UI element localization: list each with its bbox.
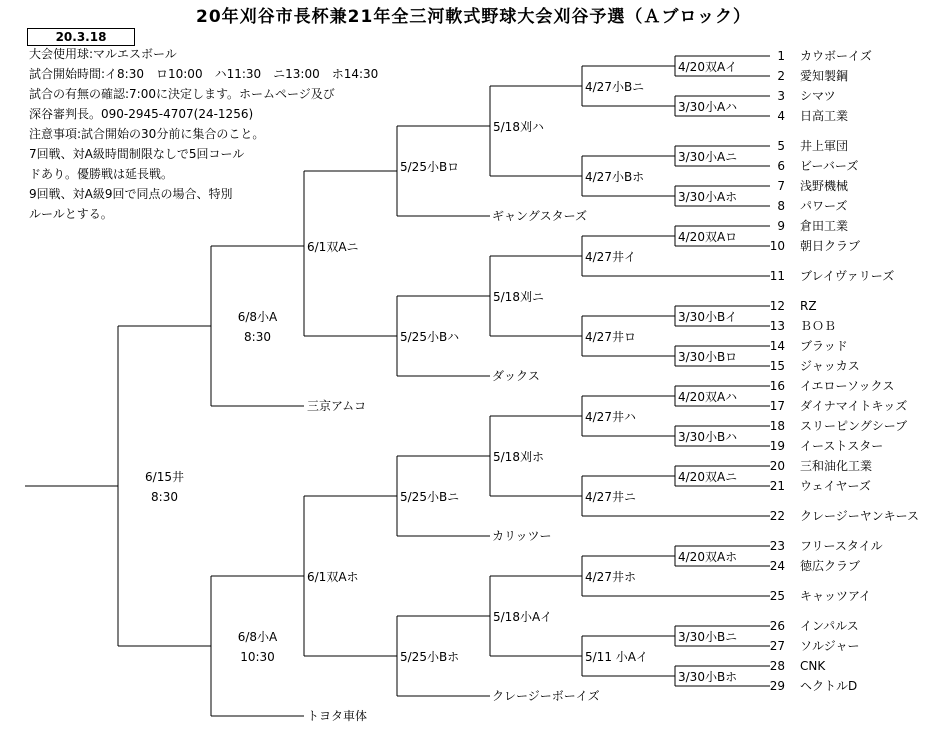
team-number: 2 — [777, 69, 785, 83]
date-label: 20.3.18 — [27, 28, 135, 46]
match-label: 5/18刈ホ — [493, 450, 544, 464]
team-name: 倉田工業 — [800, 219, 849, 233]
match-label: 4/27井ホ — [585, 570, 636, 584]
note-ball: 大会使用球:マルエスボール — [29, 47, 177, 61]
team-name: ダイナマイトキッズ — [800, 399, 908, 413]
seed-team: 三京アムコ — [307, 399, 367, 413]
match-label: 3/30小Bハ — [678, 430, 738, 444]
team-number: 18 — [769, 419, 785, 433]
match-label: 4/27井ロ — [585, 330, 636, 344]
team-name: ＢＯＢ — [800, 319, 837, 333]
team-name: RZ — [800, 299, 817, 313]
match-label: 6/1双Aホ — [307, 570, 359, 584]
team-number: 27 — [769, 639, 785, 653]
note-rule-9b: ルールとする。 — [29, 207, 113, 221]
final-match-time: 8:30 — [151, 490, 178, 504]
team-name: イーストスター — [800, 439, 884, 453]
team-name: ブレイヴァリーズ — [800, 269, 895, 283]
match-label: 5/18小Aイ — [493, 610, 553, 624]
team-number: 3 — [777, 89, 785, 103]
team-name: 愛知製鋼 — [800, 69, 849, 83]
match-label: 4/20双Aイ — [678, 60, 738, 74]
team-number: 23 — [769, 539, 785, 553]
match-label: 4/20双Aハ — [678, 390, 738, 404]
team-number: 21 — [769, 479, 785, 493]
match-label: 4/20双Aホ — [678, 550, 738, 564]
team-name: ウェイヤーズ — [800, 479, 871, 493]
match-label: 5/18刈ニ — [493, 290, 544, 304]
note-caution: 注意事項:試合開始の30分前に集合のこと。 — [29, 127, 265, 141]
note-rule-7: 7回戦、対A級時間制限なしで5回コール — [29, 147, 245, 161]
match-label: 5/18刈ハ — [493, 120, 544, 134]
match-label: 4/27井ニ — [585, 490, 636, 504]
match-label: 5/25小Bハ — [400, 330, 460, 344]
match-label: 3/30小Bイ — [678, 310, 738, 324]
match-label: 3/30小Aニ — [678, 150, 738, 164]
note-confirm: 試合の有無の確認:7:00に決定します。ホームページ及び — [29, 87, 335, 101]
team-name: カウボーイズ — [800, 49, 872, 63]
team-number: 15 — [769, 359, 785, 373]
team-number: 1 — [777, 49, 785, 63]
match-label: 4/20双Aニ — [678, 470, 738, 484]
team-number: 9 — [777, 219, 785, 233]
team-number: 5 — [777, 139, 785, 153]
match-label: 4/27小Bニ — [585, 80, 645, 94]
final-match-label: 6/15井 — [145, 470, 184, 484]
team-number: 24 — [769, 559, 785, 573]
seed-team: カリッツー — [492, 529, 552, 543]
seed-team: クレージーボーイズ — [492, 689, 600, 703]
match-label: 5/25小Bホ — [400, 650, 460, 664]
team-name: クレージーヤンキース — [800, 509, 920, 523]
note-start-times: 試合開始時間:イ8:30 ロ10:00 ハ11:30 ニ13:00 ホ14:30 — [29, 67, 379, 81]
team-name: インパルス — [800, 619, 859, 633]
team-number: 22 — [769, 509, 785, 523]
team-name: スリーピングシーブ — [800, 419, 908, 433]
team-number: 8 — [777, 199, 785, 213]
team-number: 19 — [769, 439, 785, 453]
team-number: 28 — [769, 659, 785, 673]
note-rule-9: 9回戦、対A級9回で同点の場合、特別 — [29, 187, 233, 201]
team-name: ヘクトルD — [800, 679, 858, 693]
team-name: CNK — [800, 659, 826, 673]
team-number: 26 — [769, 619, 785, 633]
match-label: 3/30小Bロ — [678, 350, 738, 364]
match-time: 8:30 — [244, 330, 271, 344]
team-number: 10 — [769, 239, 785, 253]
match-label: 3/30小Aハ — [678, 100, 738, 114]
match-label: 3/30小Bホ — [678, 670, 738, 684]
team-name: 井上軍団 — [800, 139, 849, 153]
match-label: 3/30小Bニ — [678, 630, 738, 644]
page-title: 20年刈谷市長杯兼21年全三河軟式野球大会刈谷予選（Ａブロック） — [196, 7, 751, 27]
match-time: 10:30 — [240, 650, 275, 664]
team-number: 11 — [769, 269, 785, 283]
team-number: 29 — [769, 679, 785, 693]
match-label: 4/27井イ — [585, 250, 636, 264]
match-label: 5/25小Bロ — [400, 160, 460, 174]
team-number: 13 — [769, 319, 785, 333]
team-name: キャッツアイ — [800, 589, 871, 603]
team-name: フリースタイル — [800, 539, 883, 553]
match-label: 6/1双Aニ — [307, 240, 359, 254]
seed-team: ダックス — [492, 369, 540, 383]
seed-team: ギャングスターズ — [492, 209, 588, 223]
team-number: 17 — [769, 399, 785, 413]
team-name: ブラッド — [800, 339, 848, 353]
note-umpire: 深谷審判長。090-2945-4707(24-1256) — [29, 107, 254, 121]
team-number: 6 — [777, 159, 785, 173]
team-number: 16 — [769, 379, 785, 393]
match-label: 6/8小A — [237, 310, 278, 324]
team-name: 日高工業 — [800, 109, 849, 123]
team-name: 徳広クラブ — [800, 559, 861, 573]
match-label: 5/11 小Aイ — [585, 650, 648, 664]
team-number: 25 — [769, 589, 785, 603]
match-label: 4/27井ハ — [585, 410, 636, 424]
note-rule-7b: ドあり。優勝戦は延長戦。 — [29, 167, 174, 181]
team-name: 朝日クラブ — [800, 239, 861, 253]
match-label: 4/27小Bホ — [585, 170, 645, 184]
team-name: パワーズ — [800, 199, 848, 213]
team-number: 12 — [769, 299, 785, 313]
team-name: ビーバーズ — [800, 159, 859, 173]
seed-team: トヨタ車体 — [307, 709, 368, 723]
team-name: ジャッカス — [800, 359, 860, 373]
match-label: 6/8小A — [237, 630, 278, 644]
team-number: 4 — [777, 109, 785, 123]
match-label: 5/25小Bニ — [400, 490, 460, 504]
team-name: 三和油化工業 — [800, 459, 873, 473]
team-number: 14 — [769, 339, 785, 353]
team-name: イエローソックス — [800, 379, 895, 393]
team-number: 7 — [777, 179, 785, 193]
team-name: シマツ — [800, 89, 836, 103]
match-label: 4/20双Aロ — [678, 230, 738, 244]
team-number: 20 — [769, 459, 785, 473]
team-name: 浅野機械 — [800, 179, 849, 193]
team-name: ソルジャー — [800, 639, 860, 653]
match-label: 3/30小Aホ — [678, 190, 738, 204]
